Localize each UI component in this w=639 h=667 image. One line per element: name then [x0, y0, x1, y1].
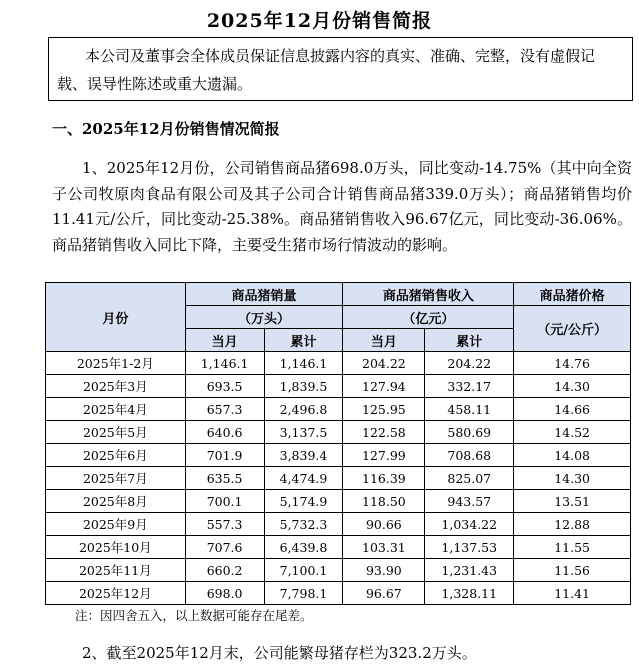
- revenue-cell: 125.95: [343, 398, 425, 421]
- volume-cell: 657.3: [185, 398, 264, 421]
- month-cell: 2025年1-2月: [46, 352, 186, 375]
- revenue-cumulative-cell: 825.07: [425, 467, 514, 490]
- document-title: 2025年12月份销售简报: [206, 10, 433, 32]
- month-cell: 2025年4月: [46, 398, 186, 421]
- revenue-cell: 96.67: [343, 582, 425, 605]
- volume-current-header: 当月: [185, 329, 264, 352]
- price-cell: 14.08: [514, 444, 631, 467]
- revenue-cumulative-cell: 1,328.11: [425, 582, 514, 605]
- price-cell: 14.30: [514, 375, 631, 398]
- price-cell: 12.88: [514, 513, 631, 536]
- volume-cumulative-cell: 7,100.1: [264, 559, 343, 582]
- price-cell: 11.56: [514, 559, 631, 582]
- volume-cumulative-cell: 6,439.8: [264, 536, 343, 559]
- revenue-cell: 204.22: [343, 352, 425, 375]
- volume-cumulative-cell: 1,839.5: [264, 375, 343, 398]
- sales-summary-paragraph: 1、2025年12月份，公司销售商品猪698.0万头，同比变动-14.75%（其中向全资子公司牧原肉食品有限公司及其子公司合计销售商品猪339.0万头）；商品猪销售均价11.41元/公斤，同比变动-25.38%。商品猪销售收入96.67亿元，同比变动-36.06%。商品猪销售收入同比下降，主要受生猪市场行情波动的影响。: [52, 159, 632, 255]
- volume-cell: 660.2: [185, 559, 264, 582]
- table-row: [46, 536, 631, 559]
- month-cell: 2025年11月: [46, 559, 186, 582]
- volume-cell: 693.5: [185, 375, 264, 398]
- revenue-cumulative-cell: 943.57: [425, 490, 514, 513]
- month-cell: 2025年5月: [46, 421, 186, 444]
- revenue-current-header: 当月: [343, 329, 425, 352]
- revenue-cumulative-header: 累计: [425, 329, 514, 352]
- revenue-cell: 122.58: [343, 421, 425, 444]
- sow-inventory-paragraph: 2、截至2025年12月末，公司能繁母猪存栏为323.2万头。: [82, 644, 477, 662]
- volume-cell: 640.6: [185, 421, 264, 444]
- revenue-cumulative-cell: 204.22: [425, 352, 514, 375]
- volume-cumulative-cell: 1,146.1: [264, 352, 343, 375]
- price-cell: 14.52: [514, 421, 631, 444]
- month-cell: 2025年10月: [46, 536, 186, 559]
- month-cell: 2025年12月: [46, 582, 186, 605]
- revenue-cumulative-cell: 580.69: [425, 421, 514, 444]
- volume-cell: 698.0: [185, 582, 264, 605]
- disclosure-notice: 本公司及董事会全体成员保证信息披露内容的真实、准确、完整，没有虚假记载、误导性陈述或重大遗漏。: [48, 37, 633, 101]
- month-cell: 2025年7月: [46, 467, 186, 490]
- table-row: [46, 490, 631, 513]
- price-cell: 14.66: [514, 398, 631, 421]
- table-row: [46, 352, 631, 375]
- revenue-cell: 116.39: [343, 467, 425, 490]
- volume-cell: 707.6: [185, 536, 264, 559]
- revenue-cell: 127.94: [343, 375, 425, 398]
- volume-cumulative-cell: 2,496.8: [264, 398, 343, 421]
- volume-cell: 701.9: [185, 444, 264, 467]
- volume-cumulative-cell: 5,732.3: [264, 513, 343, 536]
- revenue-cumulative-cell: 708.68: [425, 444, 514, 467]
- volume-cell: 635.5: [185, 467, 264, 490]
- price-cell: 13.51: [514, 490, 631, 513]
- month-cell: 2025年6月: [46, 444, 186, 467]
- price-cell: 11.41: [514, 582, 631, 605]
- volume-header: 商品猪销量: [185, 283, 343, 306]
- table-row: [46, 582, 631, 605]
- volume-cumulative-header: 累计: [264, 329, 343, 352]
- table-row: [46, 467, 631, 490]
- price-unit: （元/公斤）: [514, 306, 631, 352]
- revenue-cell: 93.90: [343, 559, 425, 582]
- table-row: [46, 421, 631, 444]
- month-cell: 2025年8月: [46, 490, 186, 513]
- price-cell: 14.30: [514, 467, 631, 490]
- month-cell: 2025年3月: [46, 375, 186, 398]
- volume-cell: 1,146.1: [185, 352, 264, 375]
- volume-cumulative-cell: 4,474.9: [264, 467, 343, 490]
- revenue-unit: （亿元）: [343, 306, 514, 329]
- table-row: [46, 375, 631, 398]
- sales-table-header: [46, 283, 631, 352]
- sales-table-body: [46, 352, 631, 605]
- volume-unit: （万头）: [185, 306, 343, 329]
- sales-table: [45, 282, 631, 605]
- rounding-note: 注：因四舍五入，以上数据可能存在尾差。: [75, 608, 313, 623]
- section-heading: 一、2025年12月份销售情况简报: [52, 120, 280, 138]
- price-header: 商品猪价格: [514, 283, 631, 306]
- revenue-header: 商品猪销售收入: [343, 283, 514, 306]
- price-cell: 14.76: [514, 352, 631, 375]
- volume-cumulative-cell: 5,174.9: [264, 490, 343, 513]
- revenue-cell: 118.50: [343, 490, 425, 513]
- month-cell: 2025年9月: [46, 513, 186, 536]
- revenue-cell: 103.31: [343, 536, 425, 559]
- volume-cell: 700.1: [185, 490, 264, 513]
- revenue-cumulative-cell: 332.17: [425, 375, 514, 398]
- volume-cumulative-cell: 3,839.4: [264, 444, 343, 467]
- revenue-cumulative-cell: 1,231.43: [425, 559, 514, 582]
- table-row: [46, 559, 631, 582]
- revenue-cumulative-cell: 1,137.53: [425, 536, 514, 559]
- revenue-cell: 90.66: [343, 513, 425, 536]
- revenue-cell: 127.99: [343, 444, 425, 467]
- price-cell: 11.55: [514, 536, 631, 559]
- volume-cumulative-cell: 7,798.1: [264, 582, 343, 605]
- table-row: [46, 444, 631, 467]
- volume-cumulative-cell: 3,137.5: [264, 421, 343, 444]
- table-row: [46, 513, 631, 536]
- month-header: 月份: [46, 283, 186, 352]
- revenue-cumulative-cell: 1,034.22: [425, 513, 514, 536]
- table-row: [46, 398, 631, 421]
- volume-cell: 557.3: [185, 513, 264, 536]
- revenue-cumulative-cell: 458.11: [425, 398, 514, 421]
